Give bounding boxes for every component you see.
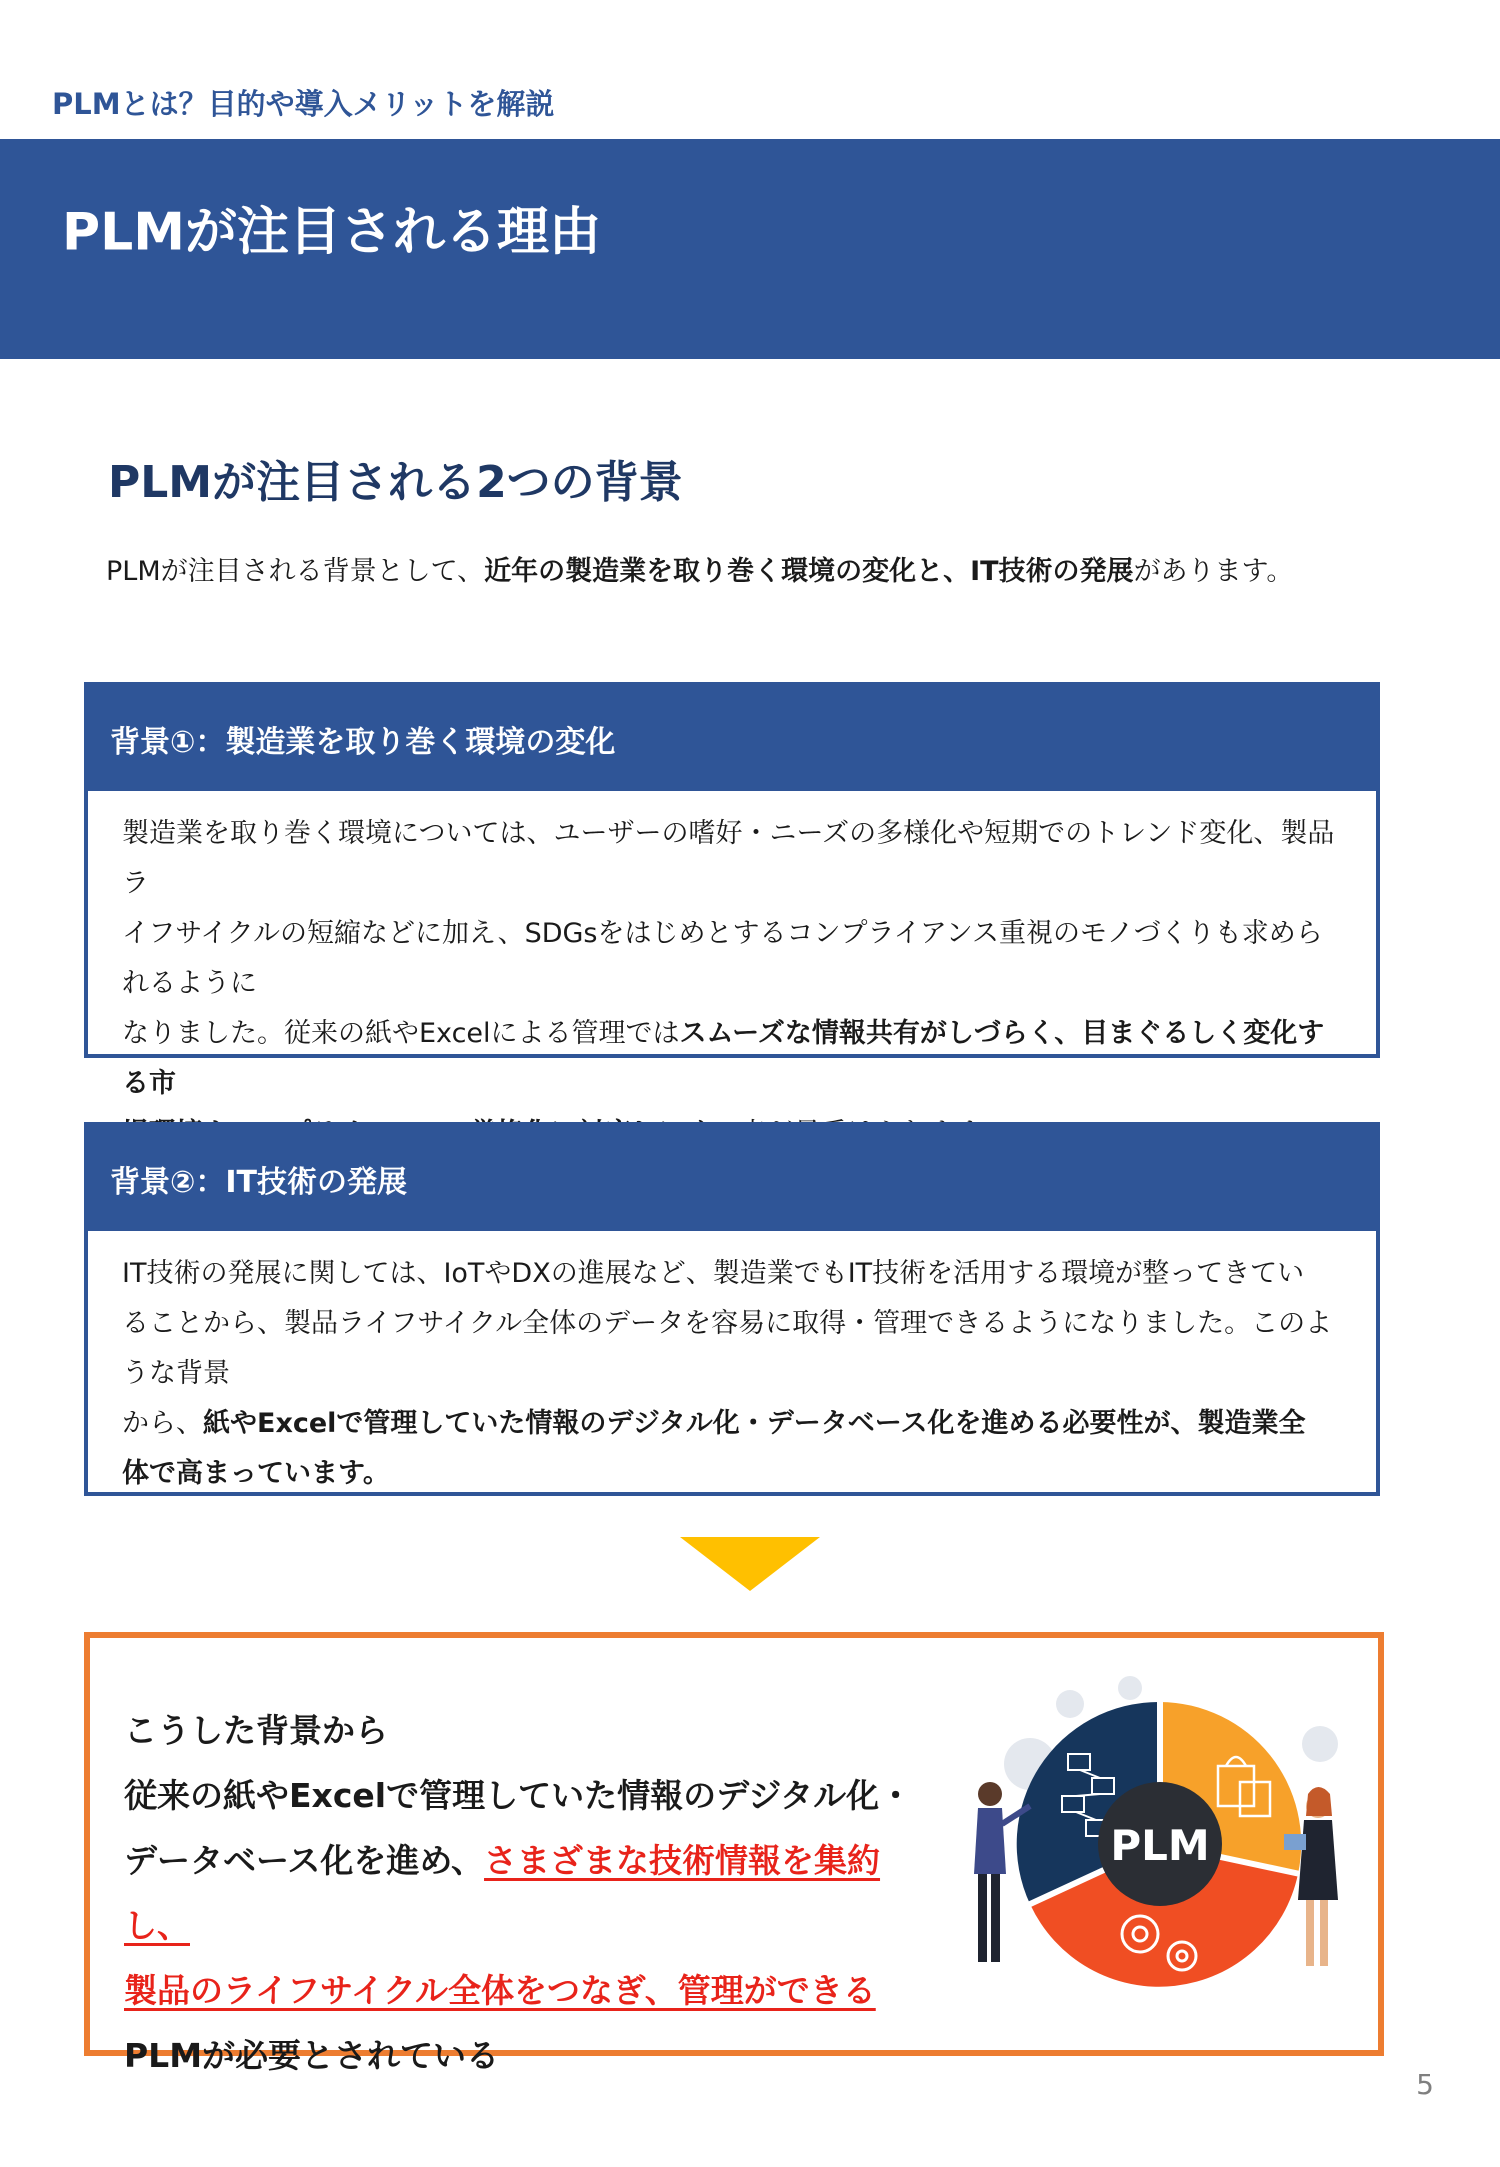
plm-illustration — [950, 1674, 1370, 2024]
conclusion-highlight: 製品のライフサイクル全体をつなぎ、管理ができる — [124, 1971, 876, 2010]
intro-text: PLMが注目される背景として、 — [106, 556, 485, 587]
background-card-2 — [84, 1122, 1380, 1496]
plm-label: PLM — [1110, 1821, 1210, 1870]
card-2-header — [88, 1126, 1376, 1231]
card-2-line: IT技術の発展に関しては、IoTやDXの進展など、製造業でもIT技術を活用する環境が整ってきてい — [122, 1258, 1305, 1289]
intro-emphasis: 近年の製造業を取り巻く環境の変化と、IT技術の発展 — [484, 556, 1134, 587]
card-2-body — [88, 1231, 1376, 1523]
conclusion-line — [124, 1958, 944, 2023]
title-banner — [0, 139, 1500, 359]
card-1-emphasis: スムーズな情報共有がしづらく、目まぐるしく変化する市 — [122, 1018, 1325, 1099]
intro-paragraph — [106, 549, 1406, 588]
card-2-line — [122, 1449, 1346, 1499]
card-2-emphasis: 体で高まっています。 — [122, 1458, 390, 1489]
card-2-line — [122, 1399, 1346, 1449]
card-1-heading: 背景①：製造業を取り巻く環境の変化 — [110, 724, 616, 760]
card-1-line — [122, 1009, 1346, 1109]
conclusion-text-part: データベース化を進め、 — [124, 1841, 485, 1880]
card-2-line: ることから、製品ライフサイクル全体のデータを容易に取得・管理できるようになりました。このような背景 — [122, 1308, 1333, 1389]
card-1-header — [88, 686, 1376, 791]
conclusion-text — [124, 1698, 944, 2088]
conclusion-line: PLMが必要とされている — [124, 2036, 500, 2075]
down-arrow-icon — [680, 1537, 820, 1591]
conclusion-highlight: さまざまな技術情報を集約し、 — [124, 1841, 881, 1945]
conclusion-line: こうした背景から — [124, 1711, 388, 1750]
card-1-text: なりました。従来の紙やExcelによる管理では — [122, 1018, 680, 1049]
conclusion-line: 従来の紙やExcelで管理していた情報のデジタル化・ — [124, 1776, 913, 1815]
conclusion-line — [124, 1828, 944, 1958]
card-1-line: 製造業を取り巻く環境については、ユーザーの嗜好・ニーズの多様化や短期でのトレンド変化、製品ラ — [122, 818, 1335, 899]
intro-text-end: があります。 — [1133, 556, 1294, 587]
card-1-line: イフサイクルの短縮などに加え、SDGsをはじめとするコンプライアンス重視のモノづくりも求められるように — [122, 918, 1323, 999]
page-number: 5 — [1416, 2068, 1434, 2101]
background-card-1 — [84, 682, 1380, 1099]
document-header: PLMとは？目的や導入メリットを解説 — [52, 87, 555, 121]
section-title: PLMが注目される2つの背景 — [108, 457, 683, 508]
card-2-heading: 背景②：IT技術の発展 — [110, 1164, 408, 1200]
page-title: PLMが注目される理由 — [62, 202, 601, 263]
conclusion-box — [84, 1632, 1384, 2075]
card-2-text: から、 — [122, 1408, 203, 1439]
card-2-emphasis: 紙やExcelで管理していた情報のデジタル化・データベース化を進める必要性が、製造業全 — [203, 1408, 1306, 1439]
